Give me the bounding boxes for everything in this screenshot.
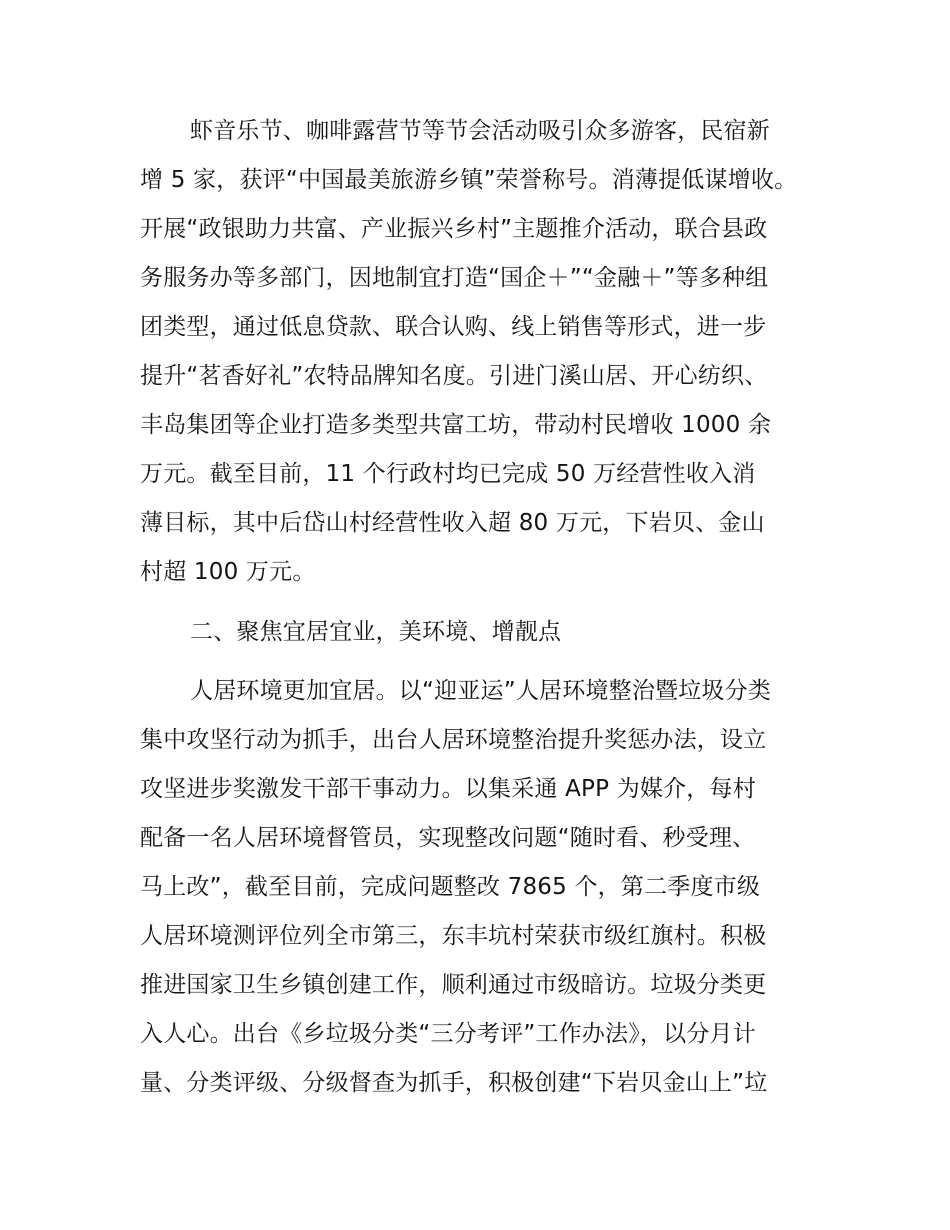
text-line-3: 开展“政银助力共富、产业振兴乡村”主题推介活动，联合县政 <box>140 216 768 242</box>
text-line-1: 虾音乐节、咖啡露营节等节会活动吸引众多游客，民宿新 <box>190 118 770 144</box>
text-line-10: 村超 100 万元。 <box>140 559 316 585</box>
text-line-14: 攻坚进步奖激发干部干事动力。以集采通 APP 为媒介，每村 <box>140 776 756 802</box>
text-line-20: 量、分类评级、分级督查为抓手，积极创建“下岩贝金山上”垃 <box>140 1070 768 1096</box>
text-line-12: 人居环境更加宜居。以“迎亚运”人居环境整治暨垃圾分类 <box>190 678 772 704</box>
text-line-9: 薄目标，其中后岱山村经营性收入超 80 万元，下岩贝、金山 <box>140 510 765 536</box>
text-line-17: 人居环境测评位列全市第三，东丰坑村荣获市级红旗村。积极 <box>140 923 767 949</box>
text-line-19: 入人心。出台《乡垃圾分类“三分考评”工作办法》，以分月计 <box>140 1021 756 1047</box>
text-line-8: 万元。截至目前，11 个行政村均已完成 50 万经营性收入消 <box>140 461 756 487</box>
text-line-5: 团类型，通过低息贷款、联合认购、线上销售等形式，进一步 <box>140 314 767 340</box>
text-line-13: 集中攻坚行动为抓手，出台人居环境整治提升奖惩办法，设立 <box>140 727 767 753</box>
section-heading: 二、聚焦宜居宜业，美环境、增靓点 <box>190 619 562 645</box>
text-line-2: 增 5 家，获评“中国最美旅游乡镇”荣誉称号。消薄提低谋增收。 <box>140 167 798 193</box>
text-line-16: 马上改”，截至目前，完成问题整改 7865 个，第二季度市级 <box>140 874 761 900</box>
text-line-4: 务服务办等多部门，因地制宜打造“国企＋”“金融＋”等多种组 <box>140 265 769 291</box>
text-line-6: 提升“茗香好礼”农特品牌知名度。引进门溪山居、开心纺织、 <box>140 363 768 389</box>
text-line-15: 配备一名人居环境督管员，实现整改问题“随时看、秒受理、 <box>140 825 756 851</box>
text-line-18: 推进国家卫生乡镇创建工作，顺利通过市级暗访。垃圾分类更 <box>140 972 767 998</box>
text-line-7: 丰岛集团等企业打造多类型共富工坊，带动村民增收 1000 余 <box>140 412 772 438</box>
